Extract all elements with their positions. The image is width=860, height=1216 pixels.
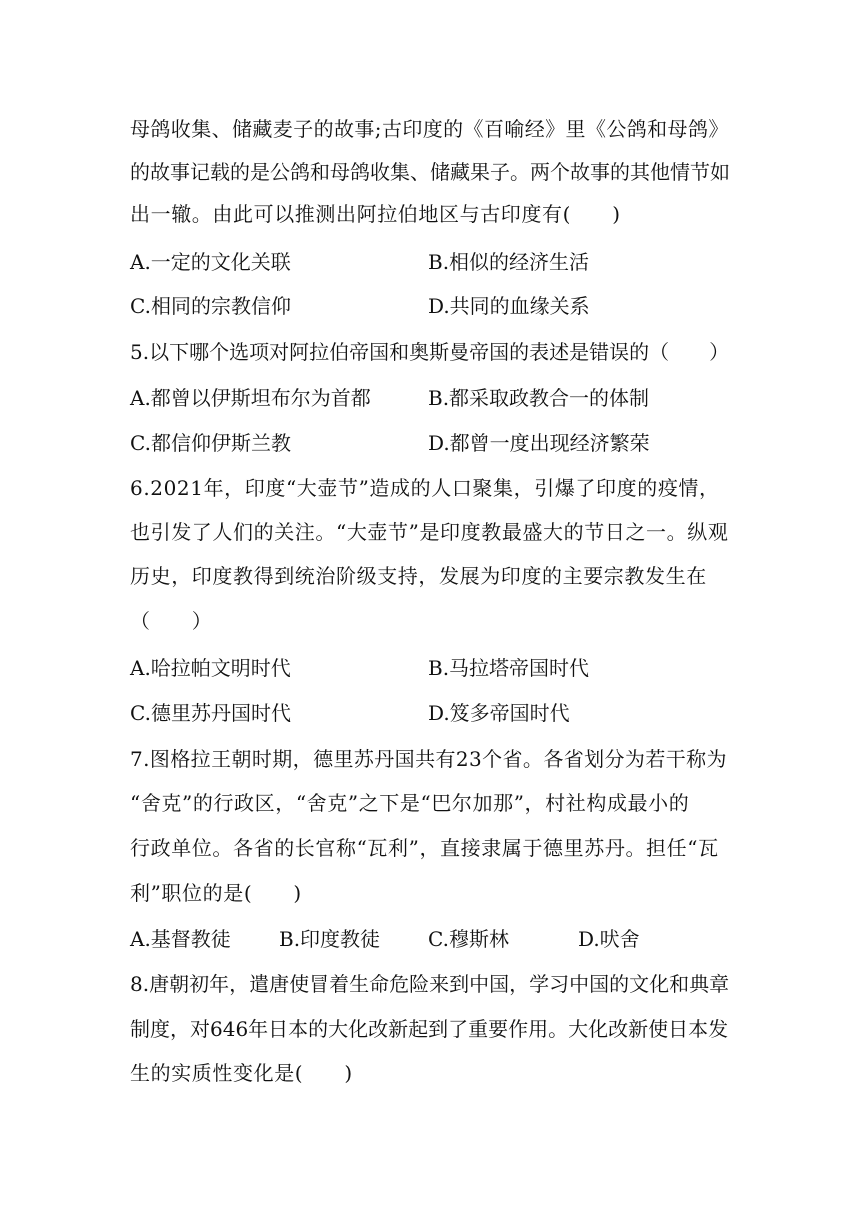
question-7-option-d: D.吠舍	[578, 927, 640, 951]
question-8-line-2: 制度，对646年日本的大化改新起到了重要作用。大化改新使日本发	[130, 1017, 729, 1041]
question-5-option-c: C.都信仰伊斯兰教	[130, 431, 291, 455]
question-4-option-b: B.相似的经济生活	[428, 250, 590, 274]
question-5-option-b: B.都采取政教合一的体制	[428, 386, 650, 410]
question-5-option-d: D.都曾一度出现经济繁荣	[428, 431, 650, 455]
question-6-line-4: （ ）	[130, 609, 213, 633]
question-7-line-1: 7.图格拉王朝时期，德里苏丹国共有23个省。各省划分为若干称为	[130, 747, 727, 771]
question-6-option-a: A.哈拉帕文明时代	[130, 656, 291, 680]
question-6-option-d: D.笈多帝国时代	[428, 701, 570, 725]
question-6-line-3: 历史，印度教得到统治阶级支持，发展为印度的主要宗教发生在	[130, 564, 707, 588]
question-4-option-a: A.一定的文化关联	[130, 250, 291, 274]
question-4-option-d: D.共同的血缘关系	[428, 294, 590, 318]
question-4-option-c: C.相同的宗教信仰	[130, 294, 291, 318]
question-8-line-3: 生的实质性变化是( )	[130, 1061, 353, 1085]
question-7-line-3: 行政单位。各省的长官称“瓦利”，直接隶属于德里苏丹。担任“瓦	[130, 836, 719, 860]
question-7-line-2: “舍克”的行政区，“舍克”之下是“巴尔加那”，村社构成最小的	[130, 791, 690, 815]
question-7-option-c: C.穆斯林	[428, 927, 509, 951]
question-5-option-a: A.都曾以伊斯坦布尔为首都	[130, 386, 371, 410]
question-6-line-1: 6.2021年，印度“大壶节”造成的人口聚集，引爆了印度的疫情，	[130, 476, 720, 500]
question-7-option-b: B.印度教徒	[279, 927, 381, 951]
question-6-line-2: 也引发了人们的关注。“大壶节”是印度教最盛大的节日之一。纵观	[130, 520, 729, 544]
question-8-line-1: 8.唐朝初年，遣唐使冒着生命危险来到中国，学习中国的文化和典章	[130, 972, 730, 996]
question-6-option-c: C.德里苏丹国时代	[130, 701, 291, 725]
question-4-line-3: 出一辙。由此可以推测出阿拉伯地区与古印度有( )	[130, 202, 621, 226]
question-4-line-1: 母鸽收集、储藏麦子的故事;古印度的《百喻经》里《公鸽和母鸽》	[130, 117, 729, 141]
question-6-option-b: B.马拉塔帝国时代	[428, 656, 590, 680]
question-4-line-2: 的故事记载的是公鸽和母鸽收集、储藏果子。两个故事的其他情节如	[130, 160, 730, 184]
question-7-line-4: 利”职位的是( )	[130, 881, 302, 905]
question-7-option-a: A.基督教徒	[130, 927, 231, 951]
question-5-stem: 5.以下哪个选项对阿拉伯帝国和奥斯曼帝国的表述是错误的（ ）	[130, 340, 730, 364]
